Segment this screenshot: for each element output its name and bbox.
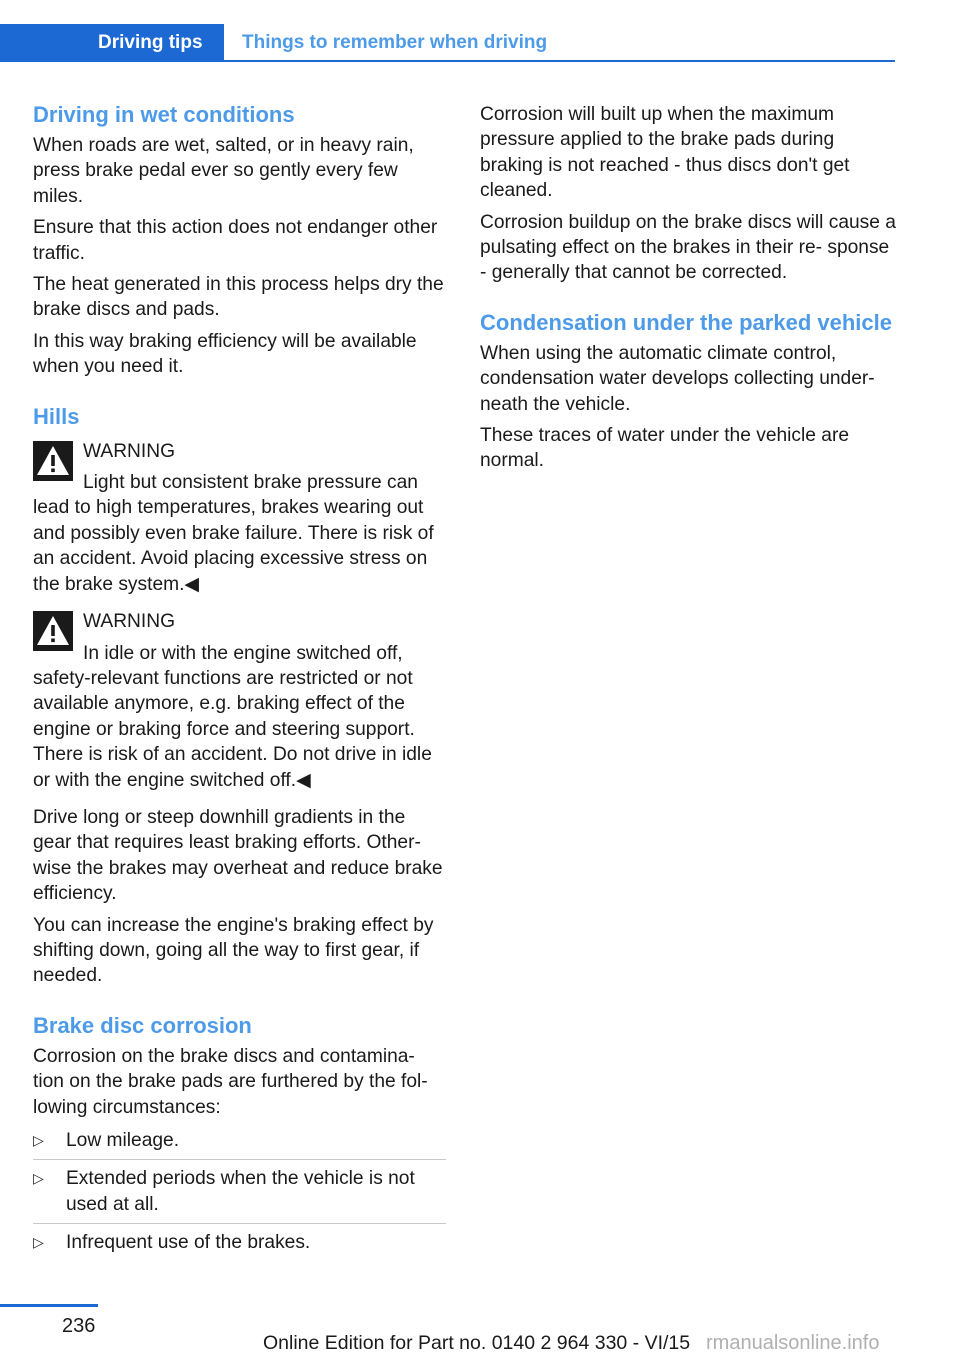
triangle-right-icon: ▷	[33, 1132, 44, 1148]
warning-triangle-icon	[33, 611, 73, 651]
left-column	[33, 102, 446, 1262]
hills-paragraph-2: You can increase the engine's braking effect by shifting down, going all the way to first gear, if needed.	[33, 914, 434, 987]
heading-wet-conditions: Driving in wet conditions	[33, 102, 295, 127]
list-item-text: Extended periods when the vehicle is not used at all.	[66, 1168, 415, 1215]
triangle-right-icon: ▷	[33, 1170, 44, 1187]
tab-driving-tips[interactable]: Driving tips	[0, 24, 224, 62]
hills-paragraph-1: Drive long or steep downhill gradients in the gear that requires least braking efforts. Other- wise the brakes may overheat and reduce brake efficiency.	[33, 806, 443, 905]
list-item	[33, 1128, 446, 1153]
watermark: rmanualsonline.info	[706, 1332, 880, 1354]
condensation-paragraph-2: These traces of water under the vehicle are normal.	[480, 425, 850, 472]
corrosion-paragraph-3: Corrosion buildup on the brake discs will cause a pulsating effect on the brakes in their re- sponse - generally that cannot be corrected.	[480, 211, 896, 284]
page-number: 236	[62, 1315, 96, 1337]
warning-box-2	[33, 609, 446, 793]
edition-footer: Online Edition for Part no. 0140 2 964 330 - VI/15	[263, 1332, 691, 1354]
heading-condensation: Condensation under the parked vehicle	[480, 309, 892, 335]
warning-2-text: In idle or with the engine switched off, safety-relevant functions are restricted or not available anymore, e.g. braking effect of the engine or braking force and steering support. There is risk of an accident. Do not drive in idle or with the engine switched off.◀	[33, 642, 432, 791]
warning-box-1	[33, 439, 446, 597]
list-item	[33, 1159, 446, 1217]
corrosion-bullet-list	[33, 1128, 446, 1256]
warning-2-title: WARNING	[83, 611, 176, 633]
warning-1-title: WARNING	[83, 440, 176, 462]
heading-brake-disc-corrosion: Brake disc corrosion	[33, 1012, 252, 1038]
wet-paragraph-1: When roads are wet, salted, or in heavy rain, press brake pedal ever so gently every few miles.	[33, 135, 414, 207]
tab-underline	[224, 60, 895, 62]
wet-paragraph-4: In this way braking efficiency will be available when you need it.	[33, 330, 417, 378]
right-column	[480, 102, 898, 480]
triangle-right-icon: ▷	[33, 1234, 44, 1251]
footer-accent-line	[0, 1304, 98, 1307]
tab-things-to-remember[interactable]: Things to remember when driving	[242, 32, 548, 53]
list-item-text: Low mileage.	[66, 1130, 180, 1151]
wet-paragraph-2: Ensure that this action does not endanger other traffic.	[33, 217, 438, 264]
header-tabbar	[0, 24, 895, 62]
wet-paragraph-3: The heat generated in this process helps dry the brake discs and pads.	[33, 274, 444, 321]
list-item	[33, 1223, 446, 1255]
warning-1-text: Light but consistent brake pressure can lead to high temperatures, brakes wearing out and possibly even brake failure. There is risk of an accident. Avoid placing excessive stress on the brake system.◀	[33, 472, 434, 595]
list-item-text: Infrequent use of the brakes.	[66, 1232, 311, 1254]
warning-triangle-icon	[33, 441, 73, 481]
heading-hills: Hills	[33, 403, 80, 429]
corrosion-paragraph-2: Corrosion will built up when the maximum pressure applied to the brake pads during braking is not reached - thus discs don't get cleaned.	[480, 104, 850, 202]
condensation-paragraph-1: When using the automatic climate control, condensation water develops collecting under- neath the vehicle.	[480, 342, 875, 415]
corrosion-paragraph-1: Corrosion on the brake discs and contamina- tion on the brake pads are furthered by the fol- lowing circumstances:	[33, 1045, 428, 1118]
